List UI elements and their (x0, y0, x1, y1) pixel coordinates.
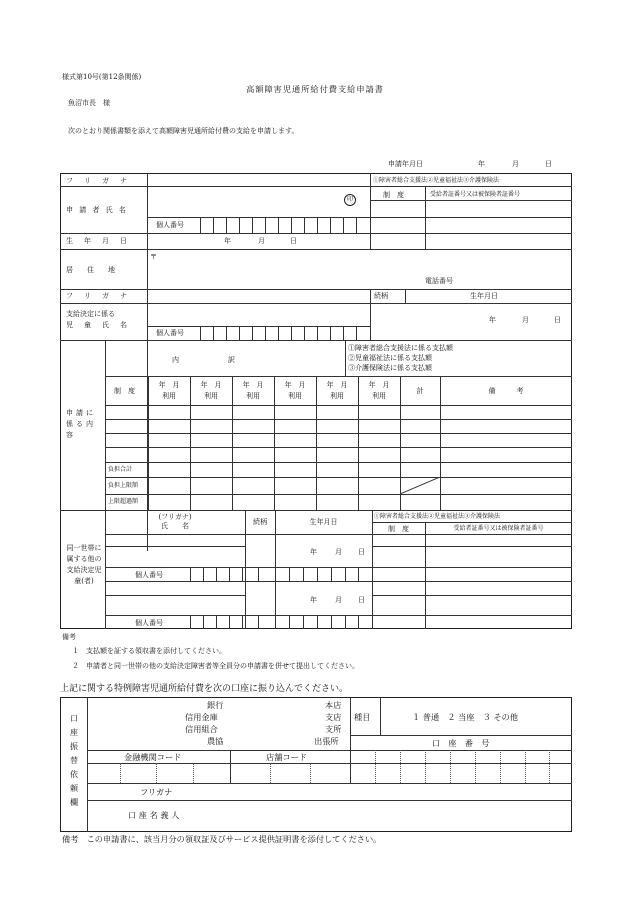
applicant-dob-month: 月 (258, 237, 265, 245)
transfer-side-label: 口座振替依頼欄 (70, 714, 78, 807)
month-use-5: 利用 (330, 392, 344, 400)
row-burden-cap: 負担上限額 (108, 482, 139, 489)
applicant-system-label: 制 度 (383, 191, 404, 199)
household-personal-number-label-2: 個人番号 (135, 619, 163, 627)
month-header-3: 年 月 (242, 381, 264, 389)
footer-note: 備考 この申請書に、該当月分の領収証及びサービス提供証明書を添付してください。 (62, 834, 382, 844)
month-use-2: 利用 (204, 392, 218, 400)
claim-law-1: ①障害者総合支援法に係る支払額 (348, 344, 453, 352)
branch-type-office: 出張所 (314, 736, 339, 746)
row-burden-total: 負担合計 (108, 466, 133, 473)
bank-type-shinkin: 信用金庫 (185, 712, 218, 722)
phone-label: 電話番号 (425, 277, 453, 285)
diagonal-slash (400, 477, 440, 494)
child-name-label-2: 児 童 氏 名 (66, 321, 129, 329)
bank-type-kumiai: 信用組合 (185, 724, 218, 734)
applicant-law-header: ①障害者総合支援法②児童福祉法③介護保険法 (373, 177, 500, 184)
date-day: 日 (545, 160, 552, 168)
branch-type-sub: 支所 (325, 724, 342, 734)
intro-text: 次のとおり関係書類を添えて高額障害児通所給付費の支給を申請します。 (68, 127, 299, 135)
household-personal-number-label-1: 個人番号 (135, 571, 163, 579)
breakdown-label: 内 訳 (172, 356, 235, 364)
applicant-cert-label: 受給者証番号又は被保険者証番号 (430, 191, 521, 198)
applicant-name-label: 申 請 者 氏 名 (66, 206, 128, 214)
application-date-label: 申請年月日 (388, 160, 423, 168)
month-use-1: 利用 (162, 392, 176, 400)
household-dob-month-2: 月 (335, 596, 342, 604)
seal-mark: 印 (344, 194, 356, 206)
bank-code-label: 金融機関コード (124, 752, 182, 762)
child-name-label-1: 支給決定に係る (66, 310, 115, 318)
account-number-label: 口 座 番 号 (432, 738, 490, 748)
household-dob-day-1: 日 (358, 548, 365, 556)
account-holder-label: 口 座 名 義 人 (128, 810, 180, 820)
household-dob-year-1: 年 (310, 548, 317, 556)
month-use-3: 利用 (246, 392, 260, 400)
transfer-statement: 上記に関する特例障害児通所給付費を次の口座に振り込んでください。 (60, 684, 349, 694)
note-1: １ 支払額を証する領収書を添付してください。 (72, 647, 226, 655)
month-header-6: 年 月 (368, 381, 390, 389)
household-dob-day-2: 日 (358, 596, 365, 604)
form-number: 様式第10号(第12条関係) (62, 73, 142, 81)
claim-side-label: 申請に係る内容 (66, 409, 96, 439)
household-dob-year-2: 年 (310, 596, 317, 604)
applicant-dob-day: 日 (290, 237, 297, 245)
branch-type-branch: 支店 (325, 712, 342, 722)
bank-type-bank: 銀行 (207, 700, 224, 710)
child-dob-day: 日 (554, 316, 561, 324)
applicant-personal-number-label: 個人番号 (156, 221, 184, 229)
notes-title: 備考 (62, 633, 76, 641)
month-header-2: 年 月 (200, 381, 222, 389)
row-over-cap: 上限超過額 (108, 498, 139, 505)
month-use-6: 利用 (372, 392, 386, 400)
child-relation-label: 続柄 (374, 292, 388, 300)
month-header-5: 年 月 (326, 381, 348, 389)
household-furigana-label: (フリガナ) (158, 513, 192, 521)
page-title: 高額障害児通所給付費支給申請書 (246, 84, 384, 94)
applicant-dob-label: 生 年 月 日 (66, 237, 129, 245)
postal-mark: 〒 (150, 253, 157, 261)
date-month: 月 (512, 160, 519, 168)
child-dob-year: 年 (489, 316, 496, 324)
note-2: ２ 申請者と同一世帯の他の支給決定障害者等全員分の申請書を併せて提出してください。 (72, 662, 359, 670)
household-name-label: 氏 名 (161, 522, 189, 530)
household-system-label: 制 度 (388, 525, 409, 533)
household-law-header: ①障害者総合支援法②児童福祉法③介護保険法 (374, 513, 501, 520)
child-furigana-label: フ リ ガ ナ (66, 292, 129, 300)
branch-code-label: 店舗コード (266, 752, 307, 762)
claim-system-label: 制 度 (114, 387, 135, 395)
branch-type-head: 本店 (325, 700, 342, 710)
kind-label: 種目 (354, 712, 371, 722)
household-side-label: 同一世帯に属する他の支給決定児童(者) (66, 544, 102, 585)
household-dob-month-1: 月 (335, 548, 342, 556)
date-year: 年 (478, 160, 485, 168)
addressee: 魚沼市長 様 (68, 99, 110, 107)
month-header-1: 年 月 (158, 381, 180, 389)
claim-law-2: ②児童福祉法に係る支払額 (348, 354, 432, 362)
month-use-4: 利用 (288, 392, 302, 400)
child-dob-month: 月 (522, 316, 529, 324)
total-label: 計 (416, 387, 424, 395)
child-personal-number-label: 個人番号 (156, 329, 184, 337)
remarks-label: 備 考 (488, 387, 524, 395)
bank-type-nokyo: 農協 (207, 736, 224, 746)
applicant-dob-year: 年 (224, 237, 231, 245)
address-label: 居 住 地 (66, 266, 115, 274)
claim-law-3: ③介護保険法に係る支払額 (348, 364, 432, 372)
household-cert-label: 受給者証番号又は被保険者証番号 (453, 525, 544, 532)
account-kinds[interactable]: １ 普通 ２ 当座 ３ その他 (412, 712, 519, 722)
applicant-furigana-label: フ リ ガ ナ (66, 177, 129, 185)
holder-furigana-label: フリガナ (140, 787, 173, 797)
household-relation-label: 続柄 (253, 518, 267, 526)
household-dob-label: 生年月日 (309, 518, 338, 526)
child-dob-label: 生年月日 (470, 292, 498, 300)
month-header-4: 年 月 (284, 381, 306, 389)
